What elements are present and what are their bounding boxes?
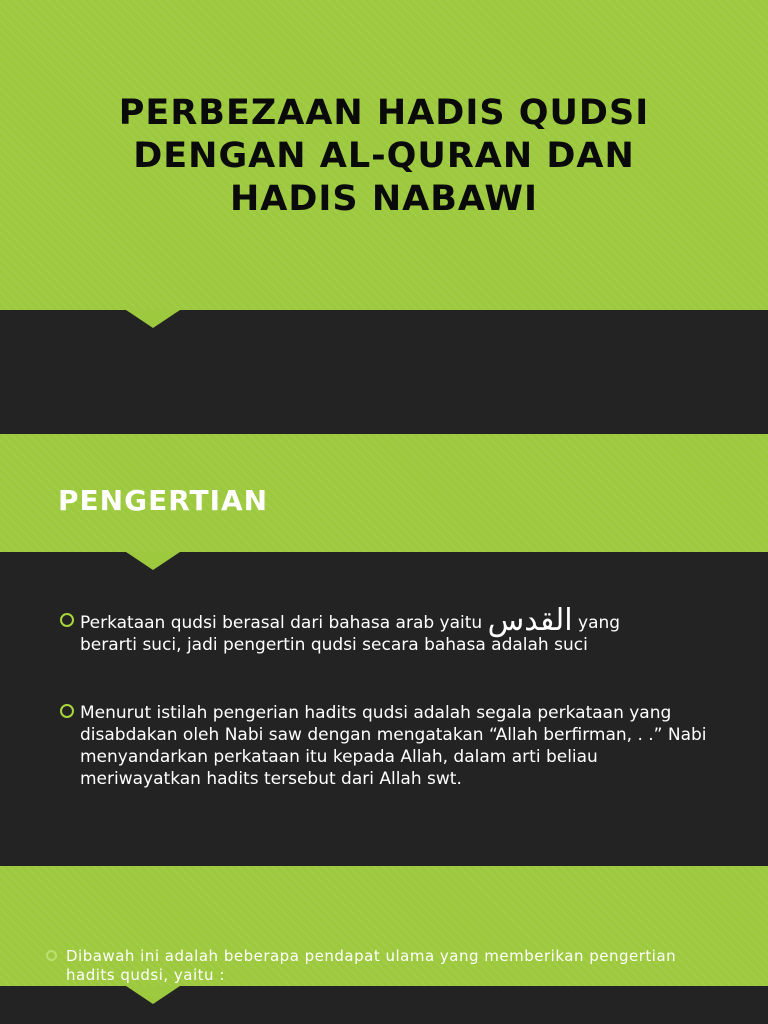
bullet-ring-icon — [60, 613, 74, 627]
slide-2-header — [0, 434, 768, 552]
bullet-1-text-after: yang — [572, 613, 621, 633]
slide-1-title — [60, 92, 708, 221]
slide-1-body — [0, 310, 768, 434]
section-heading: PENGERTIAN — [58, 484, 269, 517]
slide-3-body — [0, 986, 768, 1024]
arabic-word: القدس — [487, 603, 573, 638]
slide-2-body — [0, 552, 768, 866]
slide-3-header — [0, 866, 768, 986]
bullet-ring-icon — [60, 704, 74, 718]
slide-1-notch — [126, 310, 180, 328]
slide-3-notch — [126, 986, 180, 1004]
bullet-ring-icon — [46, 950, 57, 961]
slide-1-header — [0, 0, 768, 310]
title-line-2: DENGAN AL-QURAN DAN — [133, 136, 635, 176]
title-line-3: HADIS NABAWI — [229, 179, 539, 219]
bullet-text-1 — [80, 603, 720, 656]
title-line-1: PERBEZAAN HADIS QUDSI — [118, 93, 650, 133]
bullet-1-text-before: Perkataan qudsi berasal dari bahasa arab yaitu — [80, 613, 488, 633]
slide-3-bullet-text: Dibawah ini adalah beberapa pendapat ulama yang memberikan pengertian hadits qudsi, yaitu : — [66, 947, 677, 984]
bullet-text-2: Menurut istilah pengerian hadits qudsi adalah segala perkataan yang disabdakan oleh Nabi saw dengan mengatakan “Allah berfirman, . .” Nabi menyandarkan perkataan itu kepada Allah, dalam arti beliau meriwayatkan hadits tersebut dari Allah swt. — [80, 703, 707, 789]
bullet-1-line-2: berarti suci, jadi pengertin qudsi secara bahasa adalah suci — [80, 635, 588, 655]
slide-2-notch — [126, 552, 180, 570]
